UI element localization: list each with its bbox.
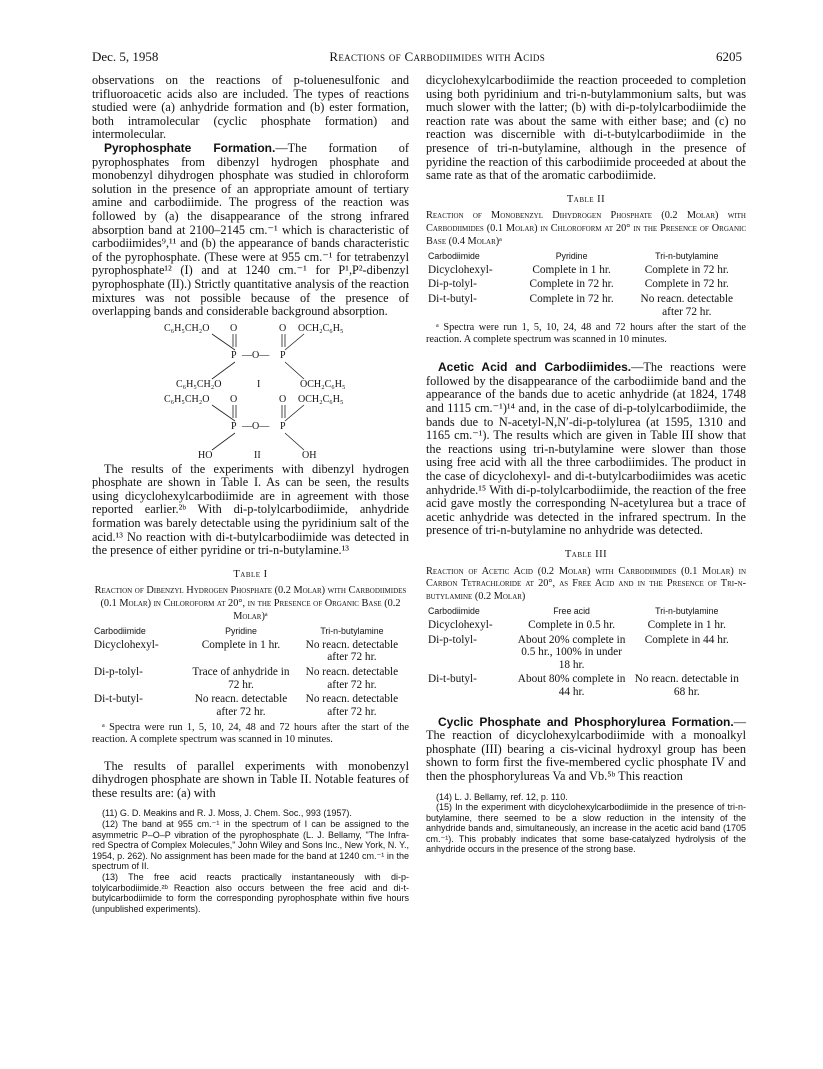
table-cell: Complete in 1 hr. (201, 638, 281, 651)
right-paragraph-1: dicyclohexylcarbodiimide the reaction proceeded to completion using both pyridinium and tri-n-butylammonium salts, but was much slower with the latter; (b) with di-p-tolylcarbodiimide the reaction rate was about the same with either base; and (c) no reaction was discernible with di-t-butylcarbodiimide in the presence of tri-n-butylamine, although in the presence of pyridine the reaction of this carbodiimide proceeded at about the same rate as that of the aromatic carbodiimide. (426, 73, 746, 183)
table-cell: Complete in 72 hr. (644, 263, 729, 276)
table-row (426, 618, 746, 633)
table2-footnote: ᵃ Spectra were run 1, 5, 10, 24, 48 and 72 hours after the start of the reaction. A complete spectrum was scanned in 10 minutes. (426, 322, 746, 345)
table-cell: Complete in 72 hr. (529, 278, 614, 291)
table-row (426, 292, 746, 319)
right-paragraph-3: Cyclic Phosphate and Phosphorylurea Formation.—The reaction of dicyclohexylcarbodiimide with a monoalkyl phosphate (III) bearing a cis-vicinal hydroxyl group has been shown to form first the five-membered cyclic phosphate IV and then the phosphorylureas Va and Vb.⁵ᵇ This reaction (426, 714, 746, 783)
header-page-number: 6205 (716, 49, 742, 64)
table3 (426, 605, 746, 699)
table-row (92, 692, 409, 719)
struct2-substituent-br: OH (302, 449, 317, 461)
table2-label: Table II (566, 193, 606, 205)
table3-header: Carbodiimide (428, 606, 480, 617)
table-cell: Complete in 72 hr. (644, 278, 729, 291)
table1-header: Carbodiimide (94, 626, 146, 637)
right-footnotes (426, 792, 746, 856)
struct2-bridge: —O— (242, 420, 270, 432)
struct1-oxo-1: O (230, 322, 238, 334)
struct1-bridge: —O— (242, 349, 270, 361)
table3-header-row (426, 605, 746, 618)
table1-label: Table I (233, 568, 268, 580)
table2 (426, 250, 746, 319)
table-cell: Dicyclohexyl- (94, 638, 159, 651)
struct1-substituent-tl: C₆H₅CH₂O (164, 322, 210, 334)
struct1-phosphorus-1: P (231, 349, 237, 361)
table3-header: Tri-n-butylamine (655, 606, 719, 617)
table1-footnote: ᵃ Spectra were run 1, 5, 10, 24, 48 and 72 hours after the start of the reaction. A complete spectrum was scanned in 10 minutes. (92, 722, 409, 745)
struct1-label: I (257, 378, 261, 390)
table-cell: No reacn. detectable after 72 hr. (194, 693, 288, 718)
table-cell: About 20% complete in 0.5 hr., 100% in under 18 hr. (517, 633, 626, 671)
table2-caption: Reaction of Monobenzyl Dihydrogen Phosphate (0.2 Molar) with Carbodiimides (0.1 Molar) in Chloroform at 20° in the Presence of Organic Base (0.4 Molar)ᵃ (426, 210, 746, 247)
table2-header-row (426, 250, 746, 263)
table-row (92, 638, 409, 665)
table-cell: No reacn. detectable after 72 hr. (640, 292, 734, 318)
struct1-substituent-tr: OCH₂C₆H₅ (298, 322, 344, 334)
table-row (426, 263, 746, 278)
left-paragraph-3: The results of the experiments with dibenzyl hydrogen phosphate are shown in Table I. As can be seen, the results using dicyclohexylcarbodiimide are in agreement with those reported earlier.²ᵇ With di-p-tolylcarbodiimide, anhydride formation was barely detectable using the pyridinium salt of the acid.¹³ No reaction with di-t-butylcarbodiimide was detected in the presence of either pyridine or tri-n-butylamine.¹³ (92, 461, 409, 558)
table-cell: Di-t-butyl- (428, 673, 477, 686)
table-cell: Complete in 1 hr. (532, 263, 611, 276)
table-cell: Complete in 44 hr. (644, 633, 729, 646)
footnote-14: (14) L. J. Bellamy, ref. 12, p. 110. (436, 791, 568, 802)
table-cell: Complete in 72 hr. (529, 292, 614, 305)
table-cell: Complete in 1 hr. (647, 618, 727, 631)
table-cell: Di-p-tolyl- (428, 633, 477, 646)
table-cell: Di-p-tolyl- (428, 278, 477, 291)
struct2-label: II (254, 449, 261, 461)
footnote-15: (15) In the experiment with dicyclohexylcarbodiimide in the presence of tri-n-butylamine, there seemed to be a slow reduction in the intensity of the anhydride bands and, simultaneously, an increase in the acetic acid band (1705 cm.⁻¹). This probably indicates that some base-catalyzed hydrolysis of the anhydride occurs in the presence of the strong base. (426, 802, 746, 855)
table-cell: Di-p-tolyl- (94, 666, 143, 678)
table-cell: Trace of anhydride in 72 hr. (192, 666, 290, 691)
section-heading-pyrophosphate: Pyrophosphate Formation. (104, 140, 276, 155)
table3-caption: Reaction of Acetic Acid (0.2 Molar) with Carbodiimides (0.1 Molar) in Carbon Tetrachloride at 20°, as Free Acid and in the Presence of Tri-n-butylamine (0.2 Molar) (426, 565, 746, 602)
table-row (92, 665, 409, 692)
struct2-phosphorus-1: P (231, 420, 237, 432)
footnote-13: (13) The free acid reacts practically instantaneously with di-p-tolylcarbodiimide.²ᵇ Reaction also occurs between the free acid and di-t-butylcarbodiimide to form the corresponding pyrophosphate within five hours (unpublished experiments). (92, 871, 409, 914)
running-header (92, 49, 742, 65)
left-paragraph-1: observations on the reactions of p-toluenesulfonic and trifluoroacetic acids also are included. The types of reactions studied were (a) anhydride formation and (b) ester formation, both intramolecular (cyclic phosphate formation) and intermolecular. (92, 73, 409, 142)
footnote-12: (12) The band at 955 cm.⁻¹ in the spectrum of I can be assigned to the asymmetric P–O–P vibration of the pyrophosphate (L. J. Bellamy, "The Infra-red Spectra of Complex Molecules," John Wiley and Sons Inc., New York, N. Y., 1954, p. 262). No assignment has been made for the band at 1240 cm.⁻¹ in the spectrum of II. (92, 818, 409, 872)
header-date: Dec. 5, 1958 (92, 49, 159, 64)
table-cell: No reacn. detectable after 72 hr. (305, 666, 399, 691)
table-row (426, 672, 746, 699)
table-row (426, 633, 746, 673)
table-cell: Di-t-butyl- (428, 292, 477, 305)
table-cell: Dicyclohexyl- (428, 263, 493, 276)
left-column (92, 74, 409, 914)
struct2-substituent-tl: C₆H₅CH₂O (164, 393, 210, 405)
header-title: Reactions of Carbodiimides with Acids (329, 49, 546, 64)
table3-label: Table III (564, 549, 608, 560)
struct2-substituent-tr: OCH₂C₆H₅ (298, 393, 344, 405)
table1-header: Tri-n-butylamine (320, 626, 384, 637)
table-cell: No reacn. detectable in 68 hr. (634, 673, 739, 698)
table-cell: Complete in 0.5 hr. (528, 618, 616, 631)
struct2-oxo-1: O (230, 393, 238, 405)
table-cell: No reacn. detectable after 72 hr. (305, 638, 399, 664)
table-cell: About 80% complete in 44 hr. (517, 673, 626, 698)
struct2-substituent-bl: HO (198, 449, 213, 461)
table1-caption: Reaction of Dibenzyl Hydrogen Phosphate (0.2 Molar) with Carbodiimides (0.1 Molar) in Chloroform at 20°, in the Presence of Organic Base (0.2 Molar)ᵃ (94, 585, 407, 622)
table2-header: Carbodiimide (428, 251, 480, 262)
table1-header-row (92, 625, 409, 638)
table2-header: Pyridine (555, 251, 588, 262)
table-cell: Di-t-butyl- (94, 693, 143, 706)
table3-header: Free acid (553, 606, 590, 617)
table1 (92, 625, 409, 719)
footnote-11: (11) G. D. Meakins and R. J. Moss, J. Chem. Soc., 993 (1957). (102, 808, 352, 819)
struct1-oxo-2: O (279, 322, 287, 334)
left-footnotes (92, 808, 409, 914)
struct1-phosphorus-2: P (280, 349, 286, 361)
table-cell: No reacn. detectable after 72 hr. (305, 693, 399, 718)
left-paragraph-2: Pyrophosphate Formation.—The formation of pyrophosphates from dibenzyl hydrogen phosphate and monobenzyl dihydrogen phosphate was studied in chloroform solution in the presence of an appropriate amount of tertiary amine and carbodiimide. The progress of the reaction was followed by (a) the disappearance of the strong infrared absorption band at 2100–2145 cm.⁻¹ which is characteristic of carbodiimides⁹,¹¹ and (b) the appearance of bands characteristic of the pyrophosphate. (These were at 955 cm.⁻¹ for tetrabenzyl pyrophosphate¹² (I) and at 1240 cm.⁻¹ for P¹,P²-dibenzyl pyrophosphate (II).) Strictly quantitative analysis of the reaction mixtures was not possible because of the presence of overlapping bands and considerable background absorption. (92, 140, 409, 319)
section-heading-acetic-acid: Acetic Acid and Carbodiimides. (438, 360, 632, 375)
struct2-phosphorus-2: P (280, 420, 286, 432)
right-paragraph-2: Acetic Acid and Carbodiimides.—The reactions were followed by the disappearance of the carbodiimide band and the appearance of the bands due to acetic anhydride (at 1824, 1748 and 1115 cm.⁻¹)¹⁴ and, in the case of di-p-tolylcarbodiimide, the bands due to N-acetyl-N,N′-di-p-tolylurea (at 1595, 1310 and 1165 cm.⁻¹). The results which are given in Table III show that the reactions using tri-n-butylamine were slower than those using free acid with all the three carbodiimides. The product in the case of dicyclohexyl- and di-t-butylcarbodiimides was acetic anhydride.¹⁵ With di-p-tolylcarbodiimide, the reaction of the free acid gave mostly the corresponding N-acetylurea but a trace of acetic anhydride was detected in the infrared spectrum. In the presence of tri-n-butylamine no anhydride was detected. (426, 360, 746, 538)
section-heading-cyclic-phosphate: Cyclic Phosphate and Phosphorylurea Formation. (438, 714, 734, 729)
struct1-substituent-br: OCH₂C₆H₅ (300, 378, 346, 390)
right-column (426, 74, 746, 855)
struct1-substituent-bl: C₆H₅CH₂O (176, 378, 222, 390)
table2-header: Tri-n-butylamine (655, 251, 719, 262)
table1-header: Pyridine (225, 626, 257, 637)
table-cell: Dicyclohexyl- (428, 618, 493, 631)
table-row (426, 277, 746, 292)
structure-bonds (92, 321, 409, 461)
left-paragraph-4: The results of parallel experiments with monobenzyl dihydrogen phosphate are shown in Table II. Notable features of these results are: (a) with (92, 758, 409, 800)
struct2-oxo-2: O (279, 393, 287, 405)
pyrophosphate-structures (92, 321, 409, 461)
